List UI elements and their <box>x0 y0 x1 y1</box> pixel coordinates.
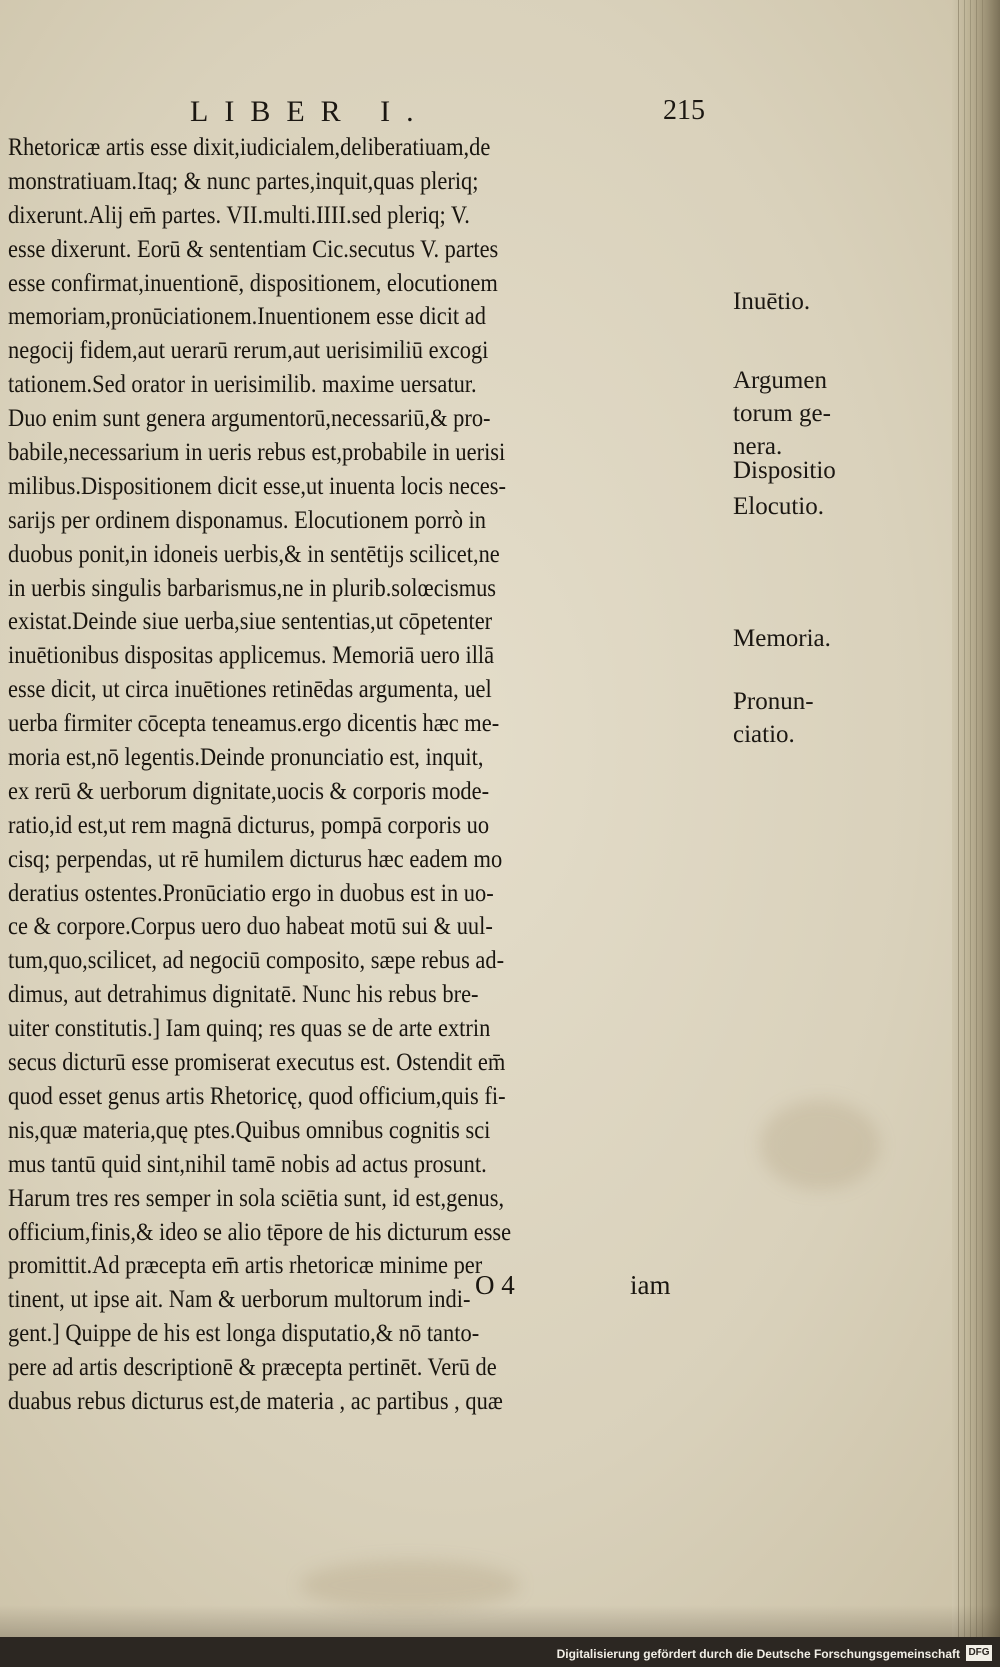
text-line: tum,quo,scilicet, ad negociū composito, sæpe rebus ad- <box>8 945 505 975</box>
text-line: duabus rebus dicturus est,de materia , ac partibus , quæ <box>8 1385 503 1415</box>
text-line: inuētionibus dispositas applicemus. Memoriā uero illā <box>8 640 495 670</box>
margin-note-memoria <box>733 622 831 655</box>
page-edge <box>952 0 1000 1637</box>
text-line: Harum tres res semper in sola sciētia sunt, id est,genus, <box>8 1182 505 1212</box>
text-line: babile,necessarium in ueris rebus est,probabile in uerisi <box>8 437 506 467</box>
catchword: iam <box>630 1270 671 1300</box>
margin-note-line: nera. <box>733 433 783 460</box>
funding-notice: Digitalisierung gefördert durch die Deutsche Forschungsgemeinschaft <box>556 1647 960 1661</box>
text-line: dixerunt.Alij em̄ partes. VII.multi.IIII.sed pleriq; V. <box>8 199 470 229</box>
margin-note-line: Elocutio. <box>733 493 824 520</box>
margin-note-line: Dispositio <box>733 457 836 484</box>
text-line: existat.Deinde siue uerba,siue sententias,ut cōpetenter <box>8 606 493 636</box>
text-line: Duo enim sunt genera argumentorū,necessariū,& pro- <box>8 403 491 433</box>
margin-note-inuentio <box>733 285 810 318</box>
text-line: memoriam,pronūciationem.Inuentionem esse dicit ad <box>8 301 486 331</box>
page-shadow <box>0 1605 1000 1637</box>
text-line: esse dixerunt. Eorū & sententiam Cic.secutus V. partes <box>8 233 499 263</box>
footer-bar <box>0 1637 1000 1667</box>
margin-note-line: Argumen <box>733 367 827 394</box>
text-line: nis,quæ materia,quę ptes.Quibus omnibus cognitis sci <box>8 1114 491 1144</box>
text-line: ex rerū & uerborum dignitate,uocis & corporis mode- <box>8 775 490 805</box>
text-line: ratio,id est,ut rem magnā dicturus, pompā corporis uo <box>8 809 490 839</box>
text-line: monstratiuam.Itaq; & nunc partes,inquit,quas pleriq; <box>8 165 479 195</box>
margin-note-line: Pronun- <box>733 688 814 715</box>
text-line: tationem.Sed orator in uerisimilib. maxime uersatur. <box>8 369 477 399</box>
text-line: secus dicturū esse promiserat executus est. Ostendit em̄ <box>8 1047 506 1077</box>
text-line: in uerbis singulis barbarismus,ne in plurib.solœcismus <box>8 572 497 602</box>
signature-mark: O 4 <box>475 1270 515 1300</box>
text-line: duobus ponit,in idoneis uerbis,& in sentētijs scilicet,ne <box>8 538 500 568</box>
margin-note-dispositio <box>733 454 836 487</box>
running-title: LIBER I. <box>190 95 430 128</box>
dfg-logo: DFG <box>966 1645 992 1661</box>
text-line: milibus.Dispositionem dicit esse,ut inuenta locis neces- <box>8 470 506 500</box>
text-line: cisq; perpendas, ut rē humilem dicturus hæc eadem mo <box>8 843 503 873</box>
text-line: ce & corpore.Corpus uero duo habeat motū sui & uul- <box>8 911 493 941</box>
margin-note-line: Inuētio. <box>733 288 811 315</box>
margin-note-elocutio <box>733 490 824 523</box>
text-line: negocij fidem,aut uerarū rerum,aut uerisimiliū excogi <box>8 335 489 365</box>
page-number: 215 <box>663 95 705 126</box>
margin-note-line: torum ge- <box>733 400 831 427</box>
text-line: pere ad artis descriptionē & præcepta pertinēt. Verū de <box>8 1352 497 1382</box>
text-line: dimus, aut detrahimus dignitatē. Nunc his rebus bre- <box>8 979 479 1009</box>
margin-note-argumentorum <box>733 364 831 463</box>
text-line: uerba firmiter cōcepta teneamus.ergo dicentis hæc me- <box>8 708 500 738</box>
text-line: deratius ostentes.Pronūciatio ergo in duobus est in uo- <box>8 877 494 907</box>
text-line: esse dicit, ut circa inuētiones retinēdas argumenta, uel <box>8 674 492 704</box>
margin-note-line: ciatio. <box>733 721 795 748</box>
text-line: officium,finis,& ideo se alio tēpore de his dicturum esse <box>8 1216 512 1246</box>
text-line: gent.] Quippe de his est longa disputatio,& nō tanto- <box>8 1318 480 1348</box>
text-line: moria est,nō legentis.Deinde pronunciatio est, inquit, <box>8 742 484 772</box>
signature-line <box>0 1270 700 1306</box>
text-line: uiter constitutis.] Iam quinq; res quas se de arte extrin <box>8 1013 491 1043</box>
text-line: tinent, ut ipse ait. Nam & uerborum multorum indi- <box>8 1284 471 1314</box>
text-line: mus tantū quid sint,nihil tamē nobis ad actus prosunt. <box>8 1148 487 1178</box>
text-line: quod esset genus artis Rhetoricę, quod officium,quis fi- <box>8 1080 506 1110</box>
text-line: Rhetoricæ artis esse dixit,iudicialem,deliberatiuam,de <box>8 132 491 161</box>
margin-note-line: Memoria. <box>733 625 831 652</box>
margin-note-pronunciatio <box>733 685 814 751</box>
text-line: sarijs per ordinem disponamus. Elocutionem porrò in <box>8 504 487 534</box>
text-line: promittit.Ad præcepta em̄ artis rhetoricæ minime per <box>8 1250 483 1280</box>
text-line: esse confirmat,inuentionē, dispositionem, elocutionem <box>8 267 498 297</box>
